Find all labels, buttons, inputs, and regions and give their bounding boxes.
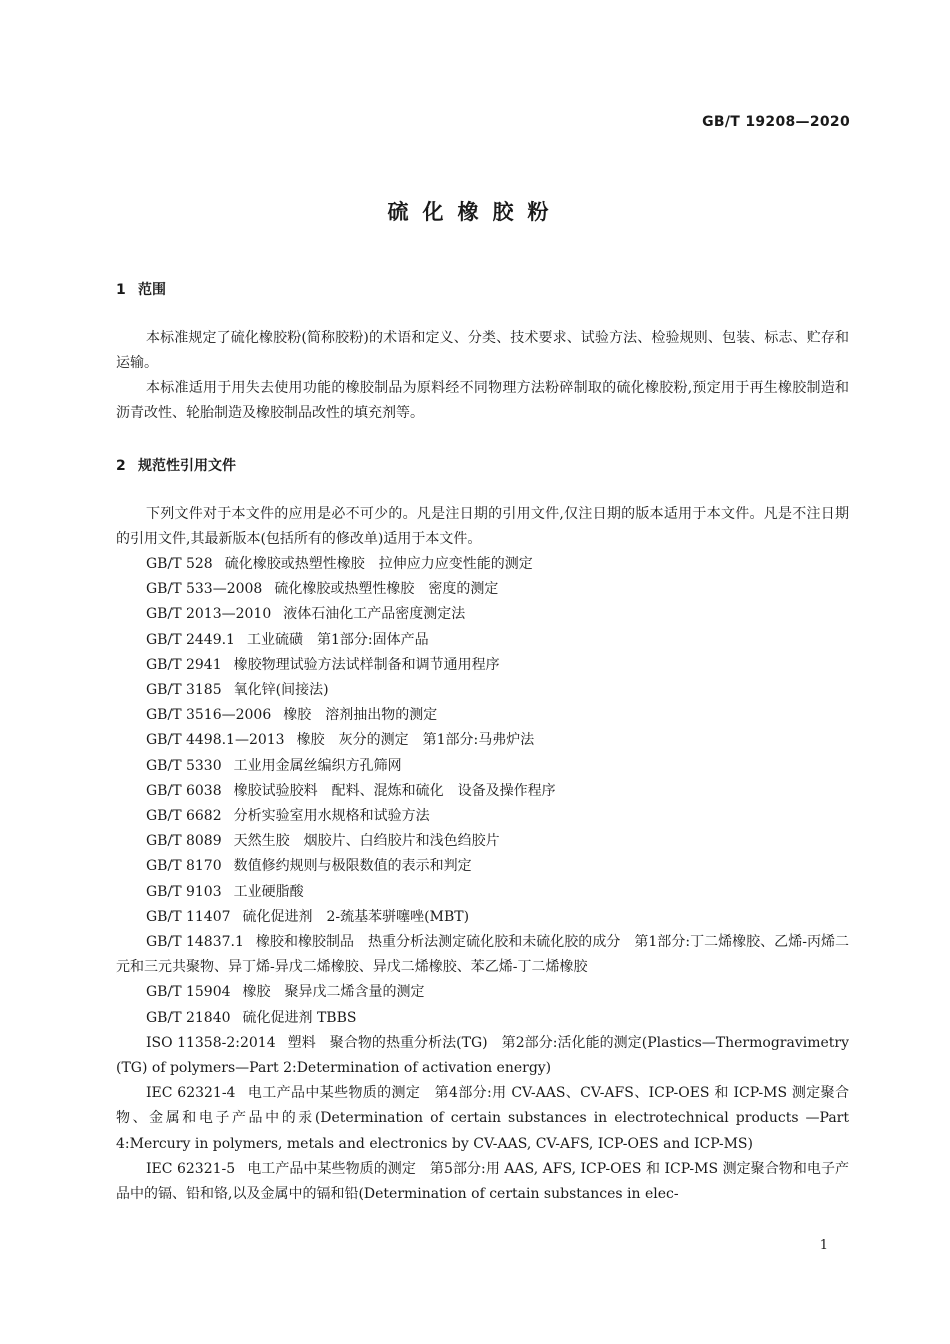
reference-title: 工业用金属丝编织方孔筛网 — [233, 757, 402, 774]
reference-item — [116, 728, 849, 753]
reference-code: GB/T 2449.1 — [146, 631, 235, 648]
section-1-number: 1 — [116, 282, 126, 298]
reference-code: GB/T 3185 — [146, 682, 222, 699]
reference-code: IEC 62321-4 — [146, 1085, 236, 1102]
reference-code: GB/T 21840 — [146, 1009, 231, 1026]
reference-item — [116, 930, 849, 980]
page-number: 1 — [819, 1238, 828, 1253]
reference-item — [116, 905, 849, 930]
section-2-number: 2 — [116, 458, 126, 474]
reference-item — [116, 1081, 849, 1157]
reference-code: GB/T 528 — [146, 556, 213, 572]
reference-title: 硫化促进剂 2-巯基苯骈噻唑(MBT) — [242, 908, 470, 925]
section-1-title: 范围 — [138, 282, 166, 298]
reference-item — [116, 829, 849, 854]
reference-item — [116, 703, 849, 728]
reference-code: GB/T 2013—2010 — [146, 606, 272, 623]
reference-code: GB/T 8089 — [146, 833, 222, 850]
reference-code: GB/T 9103 — [146, 883, 222, 900]
section-1-heading — [116, 279, 166, 299]
reference-title: 硫化橡胶或热塑性橡胶 拉伸应力应变性能的测定 — [224, 556, 533, 572]
reference-code: IEC 62321-5 — [146, 1160, 236, 1177]
reference-item — [116, 779, 849, 804]
document-title: 硫化橡胶粉 — [387, 200, 563, 224]
reference-title: 分析实验室用水规格和试验方法 — [233, 808, 430, 825]
reference-code: GB/T 11407 — [146, 908, 231, 925]
reference-item — [116, 577, 849, 602]
reference-title: 塑料 聚合物的热重分析法(TG) 第2部分:活化能的测定(Plastics—Thermogravimetry (TG) of polymers—Part 2:Determination of activation energy) — [116, 1034, 849, 1077]
reference-title: 橡胶 灰分的测定 第1部分:马弗炉法 — [296, 732, 535, 749]
reference-item — [116, 602, 849, 627]
section-1-paragraph-1: 本标准规定了硫化橡胶粉(简称胶粉)的术语和定义、分类、技术要求、试验方法、检验规则、包装、标志、贮存和运输。 — [116, 330, 849, 371]
reference-item — [116, 1031, 849, 1081]
reference-title: 氧化锌(间接法) — [233, 682, 329, 699]
reference-code: GB/T 6038 — [146, 782, 222, 799]
reference-title: 硫化促进剂 TBBS — [242, 1009, 357, 1026]
reference-title: 工业硫磺 第1部分:固体产品 — [246, 631, 429, 648]
reference-item — [116, 880, 849, 905]
reference-item — [116, 552, 849, 577]
reference-title: 橡胶和橡胶制品 热重分析法测定硫化胶和未硫化胶的成分 第1部分:丁二烯橡胶、乙烯-丙烯二元和三元共聚物、异丁烯-异戊二烯橡胶、异戊二烯橡胶、苯乙烯-丁二烯橡胶 — [116, 934, 849, 976]
reference-title: 电工产品中某些物质的测定 第4部分:用 CV-AAS、CV-AFS、ICP-OES 和 ICP-MS 测定聚合物、金属和电子产品中的汞(Determination of certain substances in electrotechnical products —Part 4:Mercury in polymers, metals and electronics by CV-AAS, CV-AFS, ICP-OES and ICP-MS) — [116, 1085, 850, 1152]
reference-item — [116, 653, 849, 678]
reference-code: GB/T 5330 — [146, 757, 222, 774]
reference-code: GB/T 14837.1 — [146, 934, 244, 951]
reference-item — [116, 628, 849, 653]
reference-title: 橡胶 聚异戊二烯含量的测定 — [242, 984, 425, 1001]
reference-item — [116, 678, 849, 703]
reference-item — [116, 980, 849, 1005]
reference-title: 天然生胶 烟胶片、白绉胶片和浅色绉胶片 — [233, 833, 500, 850]
reference-item — [116, 854, 849, 879]
reference-item — [116, 804, 849, 829]
reference-code: GB/T 15904 — [146, 984, 231, 1001]
reference-item — [116, 1006, 849, 1031]
section-2-title: 规范性引用文件 — [138, 458, 236, 474]
reference-title: 工业硬脂酸 — [233, 883, 304, 900]
reference-title: 数值修约规则与极限数值的表示和判定 — [233, 858, 472, 875]
reference-code: ISO 11358-2:2014 — [146, 1034, 276, 1051]
reference-code: GB/T 2941 — [146, 656, 222, 673]
reference-title: 橡胶试验胶料 配料、混炼和硫化 设备及操作程序 — [233, 782, 556, 799]
reference-title: 液体石油化工产品密度测定法 — [283, 606, 466, 623]
reference-title: 硫化橡胶或热塑性橡胶 密度的测定 — [274, 581, 499, 598]
reference-code: GB/T 4498.1—2013 — [146, 732, 285, 749]
reference-title: 橡胶物理试验方法试样制备和调节通用程序 — [233, 656, 500, 673]
reference-title: 电工产品中某些物质的测定 第5部分:用 AAS, AFS, ICP-OES 和 ICP-MS 测定聚合物和电子产品中的镉、铅和铬,以及金属中的镉和铅(Determination of certain substances in elec- — [116, 1160, 850, 1203]
section-2-intro: 下列文件对于本文件的应用是必不可少的。凡是注日期的引用文件,仅注日期的版本适用于本文件。凡是不注日期的引用文件,其最新版本(包括所有的修改单)适用于本文件。 — [116, 506, 849, 547]
section-2-heading — [116, 455, 236, 475]
reference-code: GB/T 8170 — [146, 858, 222, 875]
section-1-paragraph-2: 本标准适用于用失去使用功能的橡胶制品为原料经不同物理方法粉碎制取的硫化橡胶粉,预定用于再生橡胶制造和沥青改性、轮胎制造及橡胶制品改性的填充剂等。 — [116, 380, 849, 421]
reference-code: GB/T 533—2008 — [146, 581, 263, 598]
standard-number: GB/T 19208—2020 — [702, 114, 850, 130]
reference-list — [116, 552, 849, 1207]
reference-title: 橡胶 溶剂抽出物的测定 — [283, 707, 438, 724]
reference-item — [116, 1157, 849, 1207]
reference-item — [116, 754, 849, 779]
reference-code: GB/T 3516—2006 — [146, 707, 272, 724]
reference-code: GB/T 6682 — [146, 808, 222, 825]
